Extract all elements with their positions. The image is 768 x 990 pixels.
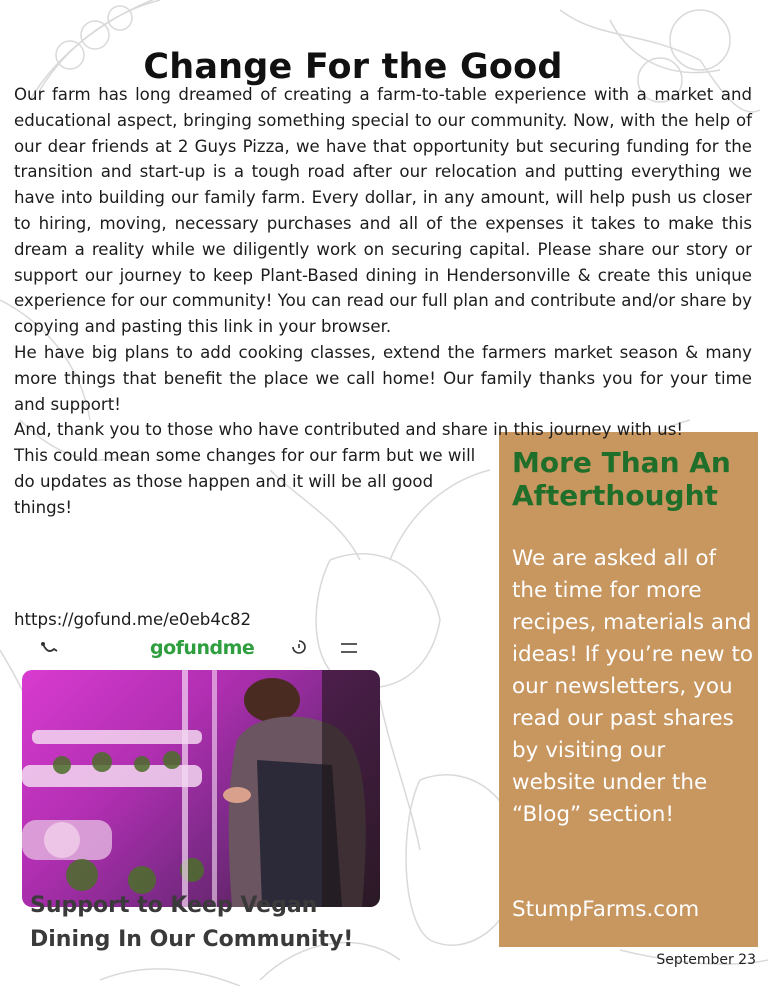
updates-paragraph: This could mean some changes for our farm but we will do updates as those happen and it will be all good things! <box>14 446 476 517</box>
share-icon <box>40 641 60 655</box>
sidebar-heading: More Than An Afterthought <box>512 446 731 512</box>
issue-date: September 23 <box>656 952 756 968</box>
plans-paragraph: He have big plans to add cooking classes, extend the farmers market season & many more things that benefit the place we call home! Our family thanks you for your time and support! <box>14 342 752 414</box>
hydroponics-farmer-image <box>22 670 380 907</box>
campaign-photo <box>22 670 380 907</box>
gofundme-logo: gofundme <box>150 637 255 659</box>
gofundme-link[interactable]: https://gofund.me/e0eb4c82 <box>14 610 252 629</box>
gofundme-header-bar <box>14 635 386 667</box>
sidebar-text: We are asked all of the time for more recipes, materials and ideas! If you’re new to our newsletters, you read our past shares by visiting our website under the “Blog” section! <box>512 546 754 827</box>
timer-icon <box>290 639 308 657</box>
intro-paragraph: Our farm has long dreamed of creating a farm-to-table experience with a market and educational aspect, bringing something special to our community. Now, with the help of our dear friends at 2 Guys Pizza, we have that opportunity but securing funding for the transition and start-up is a tough road after our relocation and putting everything we have into building our family farm. Every dollar, in any amount, will help push us closer to hiring, moving, necessary purchases and all of the expenses it takes to make this dream a reality while we diligently work on securing capital. Please share our story or support our journey to keep Plant-Based dining in Hendersonville & create this unique experience for our community! You can read our full plan and contribute and/or share by copying and pasting this link in your browser. <box>14 85 752 337</box>
gofundme-card[interactable] <box>14 635 386 953</box>
thanks-paragraph: And, thank you to those who have contributed and share in this journey with us! <box>14 420 684 440</box>
page-title: Change For the Good <box>143 47 563 88</box>
campaign-title: Support to Keep Vegan Dining In Our Community! <box>30 893 354 952</box>
website-link[interactable]: StumpFarms.com <box>512 897 700 922</box>
menu-icon[interactable] <box>340 641 358 655</box>
